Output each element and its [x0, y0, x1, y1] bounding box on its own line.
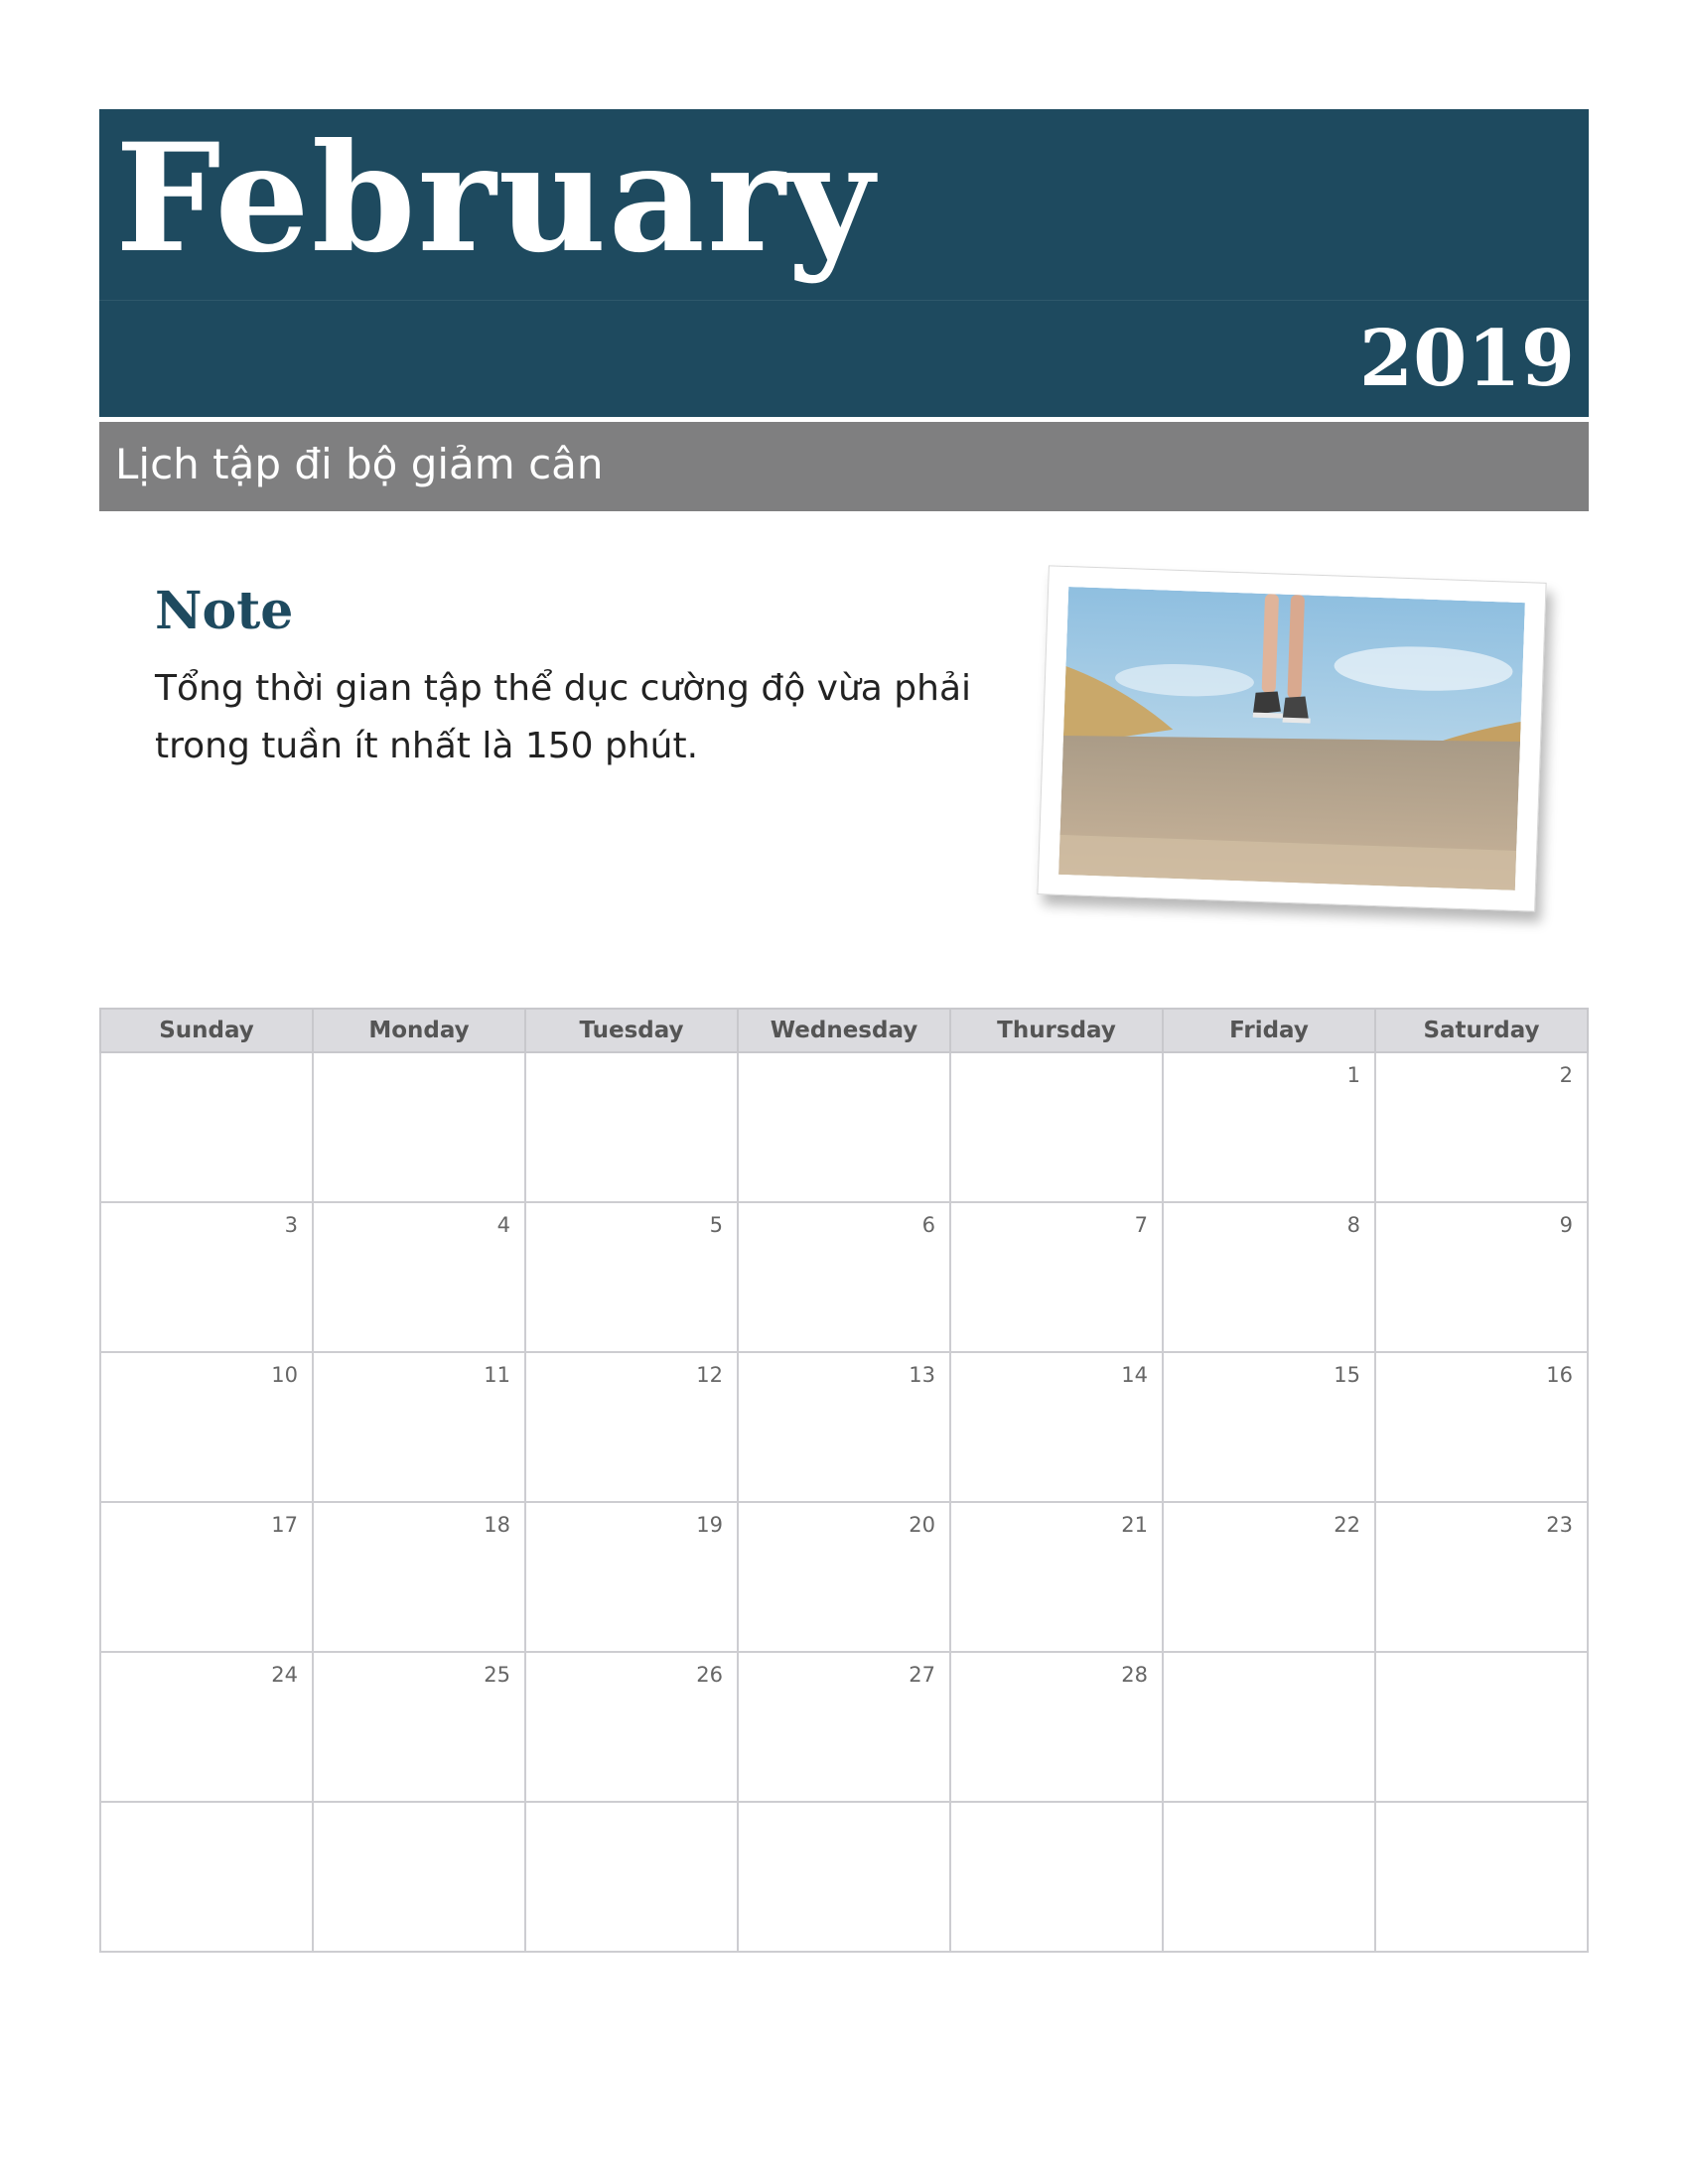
calendar-subtitle: Lịch tập đi bộ giảm cân: [115, 440, 604, 488]
day-cell[interactable]: [738, 1652, 950, 1802]
day-cell[interactable]: [1375, 1502, 1588, 1652]
day-cell[interactable]: [100, 1202, 313, 1352]
week-row: [100, 1802, 1588, 1952]
day-cell[interactable]: [100, 1052, 313, 1202]
day-number: 1: [1346, 1063, 1360, 1087]
weekday-friday: Friday: [1163, 1009, 1375, 1052]
weekday-thursday: Thursday: [950, 1009, 1163, 1052]
day-cell[interactable]: [738, 1352, 950, 1502]
day-cell[interactable]: [1163, 1052, 1375, 1202]
day-cell[interactable]: [1163, 1652, 1375, 1802]
day-cell[interactable]: [525, 1502, 738, 1652]
weekday-tuesday: Tuesday: [525, 1009, 738, 1052]
day-number: 27: [909, 1663, 935, 1687]
day-number: 22: [1334, 1513, 1360, 1537]
day-number: 8: [1346, 1213, 1360, 1237]
day-number: 26: [696, 1663, 723, 1687]
day-cell[interactable]: [313, 1502, 525, 1652]
day-cell[interactable]: [100, 1802, 313, 1952]
day-cell[interactable]: [738, 1202, 950, 1352]
note-body: Tổng thời gian tập thể dục cường độ vừa phải trong tuần ít nhất là 150 phút.: [155, 668, 972, 766]
day-cell[interactable]: [738, 1502, 950, 1652]
weekday-monday: Monday: [313, 1009, 525, 1052]
day-cell[interactable]: [950, 1502, 1163, 1652]
day-number: 15: [1334, 1363, 1360, 1387]
day-number: 28: [1121, 1663, 1148, 1687]
day-cell[interactable]: [100, 1352, 313, 1502]
month-title: February: [115, 111, 877, 286]
day-number: 17: [271, 1513, 298, 1537]
day-number: 11: [484, 1363, 510, 1387]
day-number: 2: [1559, 1063, 1573, 1087]
day-cell[interactable]: [1375, 1652, 1588, 1802]
day-cell[interactable]: [1375, 1202, 1588, 1352]
week-row: [100, 1652, 1588, 1802]
week-row: [100, 1352, 1588, 1502]
day-number: 25: [484, 1663, 510, 1687]
day-number: 10: [271, 1363, 298, 1387]
day-cell[interactable]: [950, 1652, 1163, 1802]
walking-photo: [1058, 587, 1525, 890]
day-number: 6: [921, 1213, 935, 1237]
day-number: 24: [271, 1663, 298, 1687]
photo-frame: [1037, 565, 1546, 911]
day-cell[interactable]: [1163, 1352, 1375, 1502]
day-number: 5: [709, 1213, 723, 1237]
day-number: 12: [696, 1363, 723, 1387]
weekday-header-row: [100, 1009, 1588, 1052]
weekday-saturday: Saturday: [1375, 1009, 1588, 1052]
day-number: 18: [484, 1513, 510, 1537]
day-cell[interactable]: [1375, 1052, 1588, 1202]
day-number: 16: [1546, 1363, 1573, 1387]
day-number: 9: [1559, 1213, 1573, 1237]
day-number: 13: [909, 1363, 935, 1387]
header-divider: [99, 300, 1589, 301]
day-number: 3: [284, 1213, 298, 1237]
calendar-grid: [99, 1008, 1589, 1953]
day-number: 19: [696, 1513, 723, 1537]
day-cell[interactable]: [950, 1352, 1163, 1502]
day-cell[interactable]: [525, 1202, 738, 1352]
day-cell[interactable]: [738, 1802, 950, 1952]
day-number: 23: [1546, 1513, 1573, 1537]
day-cell[interactable]: [313, 1802, 525, 1952]
day-cell[interactable]: [1163, 1502, 1375, 1652]
day-cell[interactable]: [525, 1052, 738, 1202]
day-cell[interactable]: [313, 1652, 525, 1802]
month-header: [99, 109, 1589, 417]
day-cell[interactable]: [525, 1802, 738, 1952]
day-cell[interactable]: [313, 1352, 525, 1502]
day-cell[interactable]: [313, 1202, 525, 1352]
day-cell[interactable]: [738, 1052, 950, 1202]
day-cell[interactable]: [100, 1652, 313, 1802]
week-row: [100, 1502, 1588, 1652]
day-cell[interactable]: [1375, 1352, 1588, 1502]
day-cell[interactable]: [100, 1502, 313, 1652]
week-row: [100, 1052, 1588, 1202]
weekday-sunday: Sunday: [100, 1009, 313, 1052]
week-row: [100, 1202, 1588, 1352]
day-number: 14: [1121, 1363, 1148, 1387]
day-cell[interactable]: [1163, 1802, 1375, 1952]
year-label: 2019: [1358, 314, 1575, 404]
day-cell[interactable]: [950, 1802, 1163, 1952]
day-cell[interactable]: [1375, 1802, 1588, 1952]
day-number: 21: [1121, 1513, 1148, 1537]
day-cell[interactable]: [950, 1052, 1163, 1202]
note-heading: Note: [155, 581, 294, 641]
day-cell[interactable]: [1163, 1202, 1375, 1352]
day-cell[interactable]: [950, 1202, 1163, 1352]
day-cell[interactable]: [313, 1052, 525, 1202]
day-number: 7: [1134, 1213, 1148, 1237]
subtitle-bar: [99, 422, 1589, 511]
day-cell[interactable]: [525, 1352, 738, 1502]
day-number: 20: [909, 1513, 935, 1537]
day-cell[interactable]: [525, 1652, 738, 1802]
weekday-wednesday: Wednesday: [738, 1009, 950, 1052]
day-number: 4: [496, 1213, 510, 1237]
